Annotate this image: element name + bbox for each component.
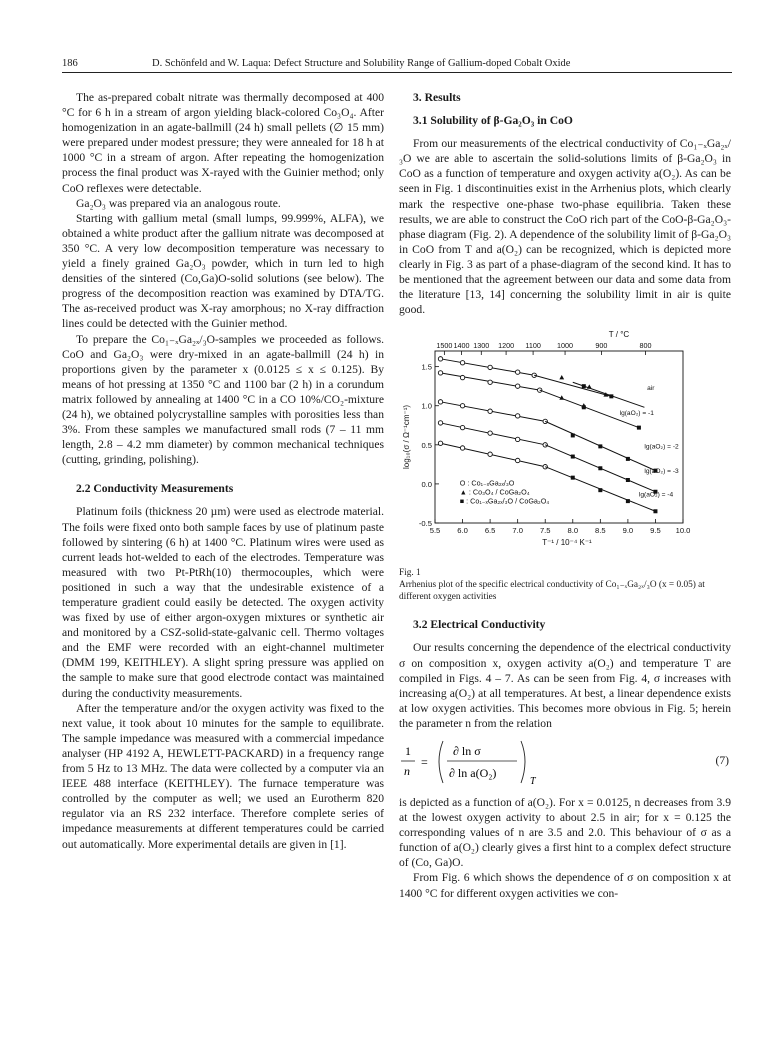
series-line — [441, 423, 546, 445]
legend-entry: ■ : Co₁₋ₓGa₂ₓ/₃O / CoGa₂O₄ — [459, 496, 550, 506]
data-point-circle — [515, 414, 519, 418]
equation-graphic — [399, 737, 559, 789]
section-heading: 2.2 Conductivity Measurements — [76, 482, 234, 496]
data-point-circle — [438, 421, 442, 425]
y-tick-label: 1.0 — [421, 402, 432, 412]
data-point-circle — [460, 426, 464, 430]
paragraph: Ga₂O₃ was prepared via an analogous route. — [76, 196, 281, 210]
paragraph: After the temperature and/or the oxygen activity was fixed to the next value, it took about 10 minutes for the sample to equilibrate. The sample impedance was measured with a commercial impedance analyser (HP 4192 A, HEWLETT-PACKARD) in a frequency range from 5 Hz to 13 MHz. The data were collected by a computer via an IEEE 488 interface (KEITHLEY). The furnace temperature was controlled by the computer as well; we used an Eurotherm 820 regulator via an RS 232 interface. Therefore complete series of impedance measurements at different temperatures could be carried out automatically. More experimental details are given in [1]. — [62, 701, 384, 851]
left-column — [62, 90, 384, 852]
data-point-circle — [488, 380, 492, 384]
data-point-circle — [438, 400, 442, 404]
data-point-square — [653, 510, 657, 514]
x-tick-label: 9.5 — [650, 526, 661, 536]
eq-numerator: ∂ ln σ — [453, 743, 481, 758]
subsection-heading: 3.1 Solubility of β-Ga₂O₃ in CoO — [413, 114, 573, 128]
x-tick-label: 8.5 — [595, 526, 606, 536]
data-point-square — [598, 445, 602, 449]
paragraph: From Fig. 6 which shows the dependence of σ on composition x at 1400 °C for different oxygen activities we con- — [399, 871, 731, 900]
curve-label: lg(aO₂) = -2 — [644, 444, 679, 452]
right-column — [399, 90, 731, 901]
figure-1 — [399, 327, 731, 565]
data-point-square — [571, 434, 575, 438]
y-axis-label: log₁₀(σ / Ω⁻¹cm⁻¹) — [402, 405, 411, 470]
curve-label: air — [647, 385, 655, 393]
legend-entry: O : Co₁₋ₓGa₂ₓ/₃O — [459, 478, 515, 488]
data-point-square — [626, 499, 630, 503]
figure-label: Fig. 1 — [399, 568, 421, 579]
top-tick-label: 1100 — [525, 341, 541, 351]
series-line — [573, 383, 645, 408]
eq-denominator: ∂ ln a(O₂) — [449, 765, 497, 780]
equation-7 — [399, 737, 731, 789]
arrhenius-chart — [399, 327, 731, 565]
data-point-circle — [438, 441, 442, 445]
running-header — [62, 56, 732, 74]
top-tick-label: 900 — [595, 341, 608, 351]
series-line — [441, 402, 546, 422]
paragraph: Starting with gallium metal (small lumps, 99.999%, ALFA), we obtained a white product after the gallium nitrate was decomposed at 350 °C. A very low decomposition temperature was necessary to yield a finely grained Ga₂O₃ powder, which in turn led to high densities of the sintered (Co,Ga)O-solid solutions (see below). The progress of the decomposition reaction was examined by DTA/TG. The as-received product was X-ray amorphous; no X-ray diffraction lines could be detected with the Guinier method. — [62, 211, 384, 331]
data-point-square — [571, 476, 575, 480]
series-line — [441, 444, 546, 467]
data-point-circle — [515, 384, 519, 388]
top-tick-label: 1500 — [436, 341, 453, 351]
data-point-square — [571, 455, 575, 459]
data-point-circle — [488, 431, 492, 435]
paragraph: From our measurements of the electrical conductivity of Co₁₋ₓGa₂ₓ/₃O we are able to ascertain the solid-solutions limits of β-Ga₂O₃ in CoO as a function of temperature and oxygen activity a(O₂). As can be seen in Fig. 1 discontinuities exist in the Arrhenius plots, which clearly mark the respective one-phase two-phase equilibria. Taken these results, we are able to construct the CoO rich part of the CoO-β-Ga₂O₃-phase diagram (Fig. 2). A dependence of the solubility limit of β-Ga₂O₃ in CoO from T and a(O₂) can be recognized, which is depicted more clearly in Fig. 3 as part of a phase-diagram of the second kind. It has to be mentioned that the agreement between our data and some data from the literature [13, 14] concerning the solubility limit in air is quite good. — [399, 137, 731, 317]
top-tick-label: 800 — [639, 341, 652, 351]
data-point-circle — [515, 370, 519, 374]
x-tick-label: 10.0 — [675, 526, 691, 536]
curve-label: lg(aO₂) = -1 — [619, 410, 654, 418]
eq-lhs-den: n — [404, 763, 410, 778]
figure-caption-text: Arrhenius plot of the specific electrical conductivity of Co₁₋ₓGa₂ₓ/₃O (x = 0.05) at different oxygen activities — [399, 580, 705, 603]
running-title: D. Schönfeld and W. Laqua: Defect Structure and Solubility Range of Gallium-doped Cobalt Oxide — [152, 58, 571, 69]
data-point-circle — [515, 459, 519, 463]
section-heading: 3. Results — [413, 91, 461, 104]
svg-text:=: = — [421, 754, 428, 769]
data-point-square — [626, 478, 630, 482]
data-point-square — [626, 457, 630, 461]
data-point-triangle — [559, 375, 564, 379]
data-point-square — [598, 467, 602, 471]
curve-label: lg(aO₂) = -4 — [638, 491, 674, 499]
y-tick-label: 0.0 — [421, 480, 432, 490]
paragraph: To prepare the Co₁₋ₓGa₂ₓ/₃O-samples we proceeded as follows. CoO and Ga₂O₃ were dry-mixed in an agate-ballmill (24 h) in proportions given by the parameter x (0.0125 ≤ x ≤ 0.125). By means of hot pressing at 1350 °C and 1100 bar (2 h) in a corundum matrix followed by annealing at 1400 °C in a CO 10%/CO₂-mixture (24 h), we obtained polycrystalline samples with porosities less than 3%. From these samples we manufactured small rods (7 – 11 mm length, 2.8 – 4.2 mm diameter) by common mechanical techniques (cutting, grinding, polishing). — [62, 332, 384, 467]
data-point-circle — [438, 371, 442, 375]
y-tick-label: 0.5 — [421, 441, 432, 451]
y-tick-label: 1.5 — [421, 362, 432, 372]
subsection-heading: 3.2 Electrical Conductivity — [413, 618, 546, 632]
paragraph: Platinum foils (thickness 20 µm) were used as electrode material. The foils were fixed onto both sample faces by use of platinum paste followed by sintering (6 h) at 1400 °C. Platinum wires were used as current leads hot-welded to each of the electrodes. Temperature was measured with two Pt-PtRh(10) thermocouples, which were positioned in such a way that the undesirable existence of a temperature gradient could easily be detected. The oxygen activity was fixed by use of either argon-oxygen mixtures or synthetic air and monitored by a CSZ-solid-state-galvanic cell. Thermo voltages and the EMF were recorded with an eight-channel multimeter (DMM 199, KEITHLEY). A slight spring pressure was applied on the sample to make sure that good electrode contact was maintained during the conductivity measurements. — [62, 505, 384, 700]
paragraph: The as-prepared cobalt nitrate was thermally decomposed at 400 °C for 6 h in a stream of argon yielding black-colored Co₃O₄. After homogenization in an agate-ballmill (24 h) small pellets (∅ 15 mm) were prepared under modest pressure; they were annealed for 18 h at 1000 °C in a stream of argon. After repeating the homogenization process the final product was X-rayed with the Guinier method; only CoO reflexes were detectable. — [62, 91, 384, 195]
x-tick-label: 7.0 — [512, 526, 523, 536]
x-tick-label: 5.5 — [429, 526, 441, 536]
top-tick-label: 1300 — [473, 341, 490, 351]
top-tick-label: 1200 — [498, 341, 515, 351]
series-line — [540, 390, 639, 428]
data-point-square — [637, 426, 641, 430]
data-point-circle — [488, 452, 492, 456]
data-point-circle — [460, 404, 464, 408]
top-tick-label: 1000 — [557, 341, 574, 351]
data-point-square — [598, 488, 602, 492]
top-axis-label: T / °C — [608, 330, 630, 340]
x-tick-label: 6.5 — [484, 526, 496, 536]
y-tick-label: -0.5 — [418, 519, 432, 529]
eq-subscript: T — [530, 775, 536, 787]
curve-label: lg(aO₂) = -3 — [644, 468, 679, 476]
equation-number: (7) — [715, 753, 729, 767]
paragraph: is depicted as a function of a(O₂). For x = 0.0125, n decreases from 3.9 at the lowest oxygen activity to about 2.5 in air; for x = 0.125 the corresponding values of n are 3.5 and 2.0. This behaviour of σ as a function of a(O₂) clearly gives a first hint to a complex defect structure of (Co, Ga)O. — [399, 795, 731, 870]
legend-entry: ▲ : Co₃O₄ / CoGa₂O₄ — [459, 487, 530, 497]
page-number: 186 — [62, 58, 78, 69]
data-point-circle — [543, 443, 547, 447]
data-point-circle — [460, 446, 464, 450]
data-point-circle — [460, 361, 464, 365]
x-tick-label: 7.5 — [539, 526, 551, 536]
data-point-circle — [488, 366, 492, 370]
data-point-circle — [438, 357, 442, 361]
paragraph: Our results concerning the dependence of the electrical conductivity σ on composition x, oxygen activity a(O₂) and temperature T are compiled in Figs. 4 – 7. As can be seen from Fig. 4, σ increases with increasing a(O₂) at all temperatures. At best, a linear dependence exists at low oxygen activities. This becomes more obvious in Fig. 5; herein the parameter n from the relation — [399, 641, 731, 730]
data-point-circle — [515, 437, 519, 441]
x-axis-label: T⁻¹ / 10⁻⁴ K⁻¹ — [542, 538, 592, 548]
data-point-circle — [460, 376, 464, 380]
series-line — [534, 376, 611, 397]
eq-lhs-num: 1 — [405, 743, 411, 758]
data-point-circle — [488, 409, 492, 413]
top-tick-label: 1400 — [453, 341, 470, 351]
header-rule — [62, 72, 732, 73]
x-tick-label: 6.0 — [457, 526, 468, 536]
x-tick-label: 8.0 — [567, 526, 579, 536]
x-tick-label: 9.0 — [622, 526, 634, 536]
figure-caption — [399, 567, 731, 603]
